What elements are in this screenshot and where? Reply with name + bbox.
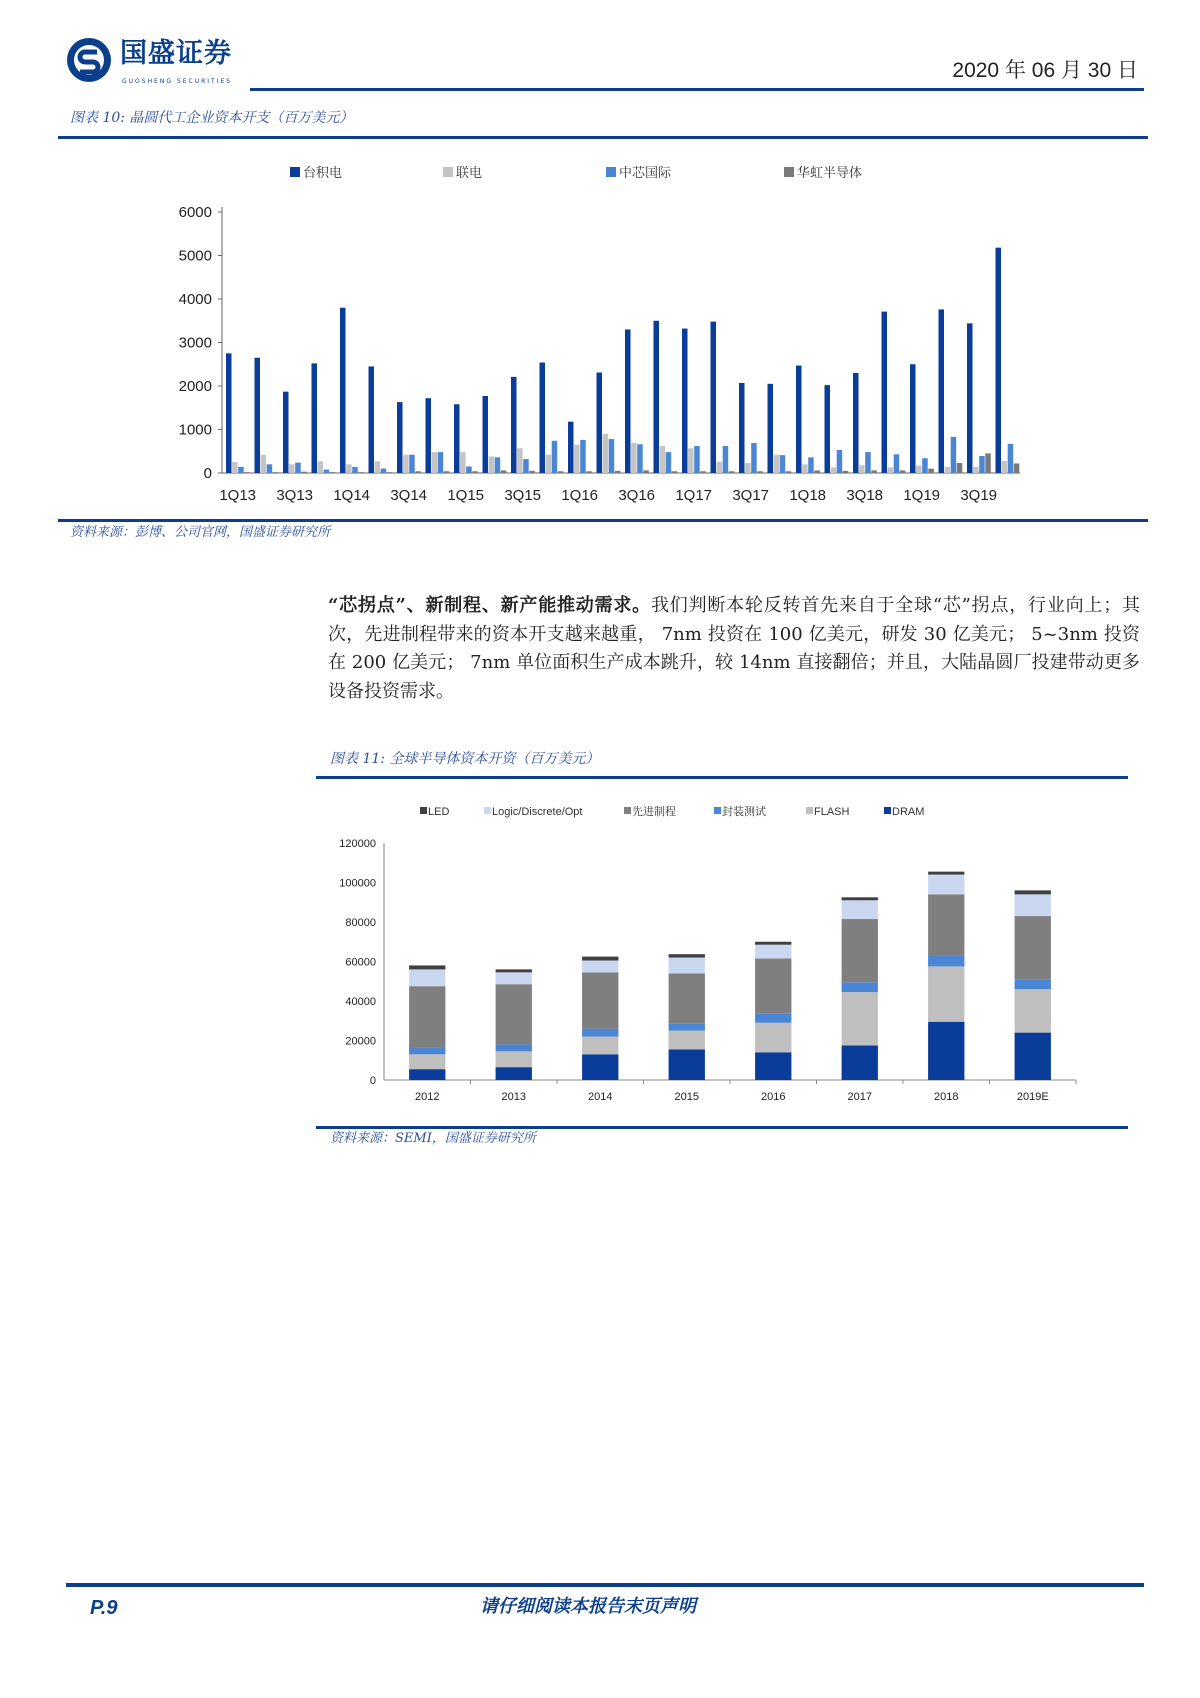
bar-4Q16-联电: [660, 446, 666, 473]
bar-segment-2016-封装测试: [755, 1014, 791, 1023]
bar-segment-2012-DRAM: [409, 1069, 445, 1080]
bar-segment-2019E-DRAM: [1015, 1033, 1051, 1080]
bar-1Q14-中芯国际: [352, 467, 358, 473]
bar-4Q19-华虹半导体: [1014, 463, 1020, 473]
bar-4Q17-联电: [774, 455, 780, 473]
bar-2Q16-联电: [603, 434, 609, 473]
bar-segment-2017-LED: [842, 897, 878, 900]
bar-3Q15-联电: [517, 448, 523, 473]
bar-2Q18-中芯国际: [837, 450, 843, 473]
legend-swatch-LED: [420, 807, 427, 814]
x-tick-label: 1Q15: [447, 487, 485, 504]
bar-1Q14-台积电: [340, 308, 346, 473]
disclaimer-note: 请仔细阅读本报告末页声明: [480, 1596, 696, 1617]
bar-2Q19-联电: [945, 467, 951, 473]
bar-segment-2019E-先进制程: [1015, 916, 1051, 979]
bar-4Q15-联电: [546, 455, 552, 473]
bar-1Q13-联电: [232, 462, 238, 473]
bar-4Q19-中芯国际: [1008, 444, 1014, 473]
bar-3Q19-联电: [973, 467, 979, 473]
bar-4Q17-华虹半导体: [786, 471, 792, 473]
bar-1Q18-中芯国际: [808, 457, 814, 473]
y-tick-label: 40000: [345, 996, 376, 1008]
x-tick-label: 2017: [847, 1091, 872, 1103]
legend-swatch-Logic/Discrete/Opt: [484, 807, 491, 814]
body-paragraph: [328, 592, 1140, 706]
bar-3Q18-华虹半导体: [871, 470, 877, 473]
bar-3Q19-华虹半导体: [985, 453, 991, 473]
bar-4Q15-华虹半导体: [558, 471, 564, 473]
logo-name: 国盛证券: [120, 38, 232, 69]
x-tick-label: 2019E: [1016, 1091, 1049, 1103]
page-number: P.9: [90, 1597, 118, 1619]
figure11-source: 资料来源：SEMI，国盛证券研究所: [330, 1131, 536, 1146]
bar-3Q14-华虹半导体: [415, 471, 421, 473]
bar-1Q15-台积电: [454, 404, 460, 473]
header-divider: [250, 88, 1144, 91]
bar-segment-2017-封装测试: [842, 982, 878, 992]
legend-swatch-DRAM: [884, 807, 891, 814]
bar-3Q17-华虹半导体: [757, 471, 763, 473]
bar-3Q14-中芯国际: [409, 455, 415, 473]
bar-segment-2012-先进制程: [409, 986, 445, 1047]
foundry-capex-chart: [58, 145, 1148, 515]
x-tick-label: 2013: [501, 1091, 526, 1103]
figure11-bottom-divider: [316, 1126, 1128, 1129]
x-tick-label: 2018: [934, 1091, 959, 1103]
bar-1Q15-华虹半导体: [472, 471, 478, 473]
bar-segment-2015-FLASH: [669, 1031, 705, 1050]
bar-4Q14-台积电: [426, 398, 432, 473]
bar-segment-2012-FLASH: [409, 1054, 445, 1069]
bar-segment-2018-LED: [928, 872, 964, 875]
legend-swatch-先进制程: [624, 807, 631, 814]
bar-1Q13-中芯国际: [238, 467, 244, 473]
bar-2Q13-中芯国际: [267, 464, 273, 473]
legend-swatch-华虹半导体: [784, 167, 794, 177]
figure11-top-divider: [316, 776, 1128, 779]
bar-3Q13-华虹半导体: [301, 472, 307, 473]
bar-2Q18-台积电: [825, 385, 831, 473]
legend-label: 中芯国际: [619, 165, 672, 180]
bar-1Q15-联电: [460, 452, 466, 473]
bar-3Q15-台积电: [511, 377, 517, 473]
bar-segment-2018-DRAM: [928, 1022, 964, 1080]
paragraph-body: 我们判断本轮反转首先来自于全球“芯”拐点，行业向上；其次，先进制程带来的资本开支越来越重， 7nm 投资在 100 亿美元，研发 30 亿美元； 5~3nm 投资在 200 亿美元； 7nm 单位面积生产成本跳升，较 14nm 直接翻倍；并且，大陆晶圆厂投建带动更多设备投资需求。: [328, 595, 1140, 702]
bar-2Q17-华虹半导体: [729, 471, 735, 473]
bar-3Q17-台积电: [739, 383, 745, 473]
bar-segment-2014-Logic/Discrete/Opt: [582, 961, 618, 973]
x-tick-label: 1Q14: [333, 487, 371, 504]
x-tick-label: 3Q13: [276, 487, 314, 504]
y-tick-label: 0: [203, 465, 212, 482]
bar-segment-2016-LED: [755, 942, 791, 945]
footer-divider: [66, 1583, 1144, 1587]
figure10-source: 资料来源：彭博、公司官网，国盛证券研究所: [70, 525, 331, 540]
x-tick-label: 3Q15: [504, 487, 542, 504]
bar-segment-2013-封装测试: [496, 1044, 532, 1051]
bar-segment-2019E-Logic/Discrete/Opt: [1015, 894, 1051, 916]
bar-1Q14-华虹半导体: [358, 472, 364, 473]
bar-segment-2017-DRAM: [842, 1045, 878, 1080]
y-tick-label: 1000: [178, 421, 212, 439]
bar-segment-2015-Logic/Discrete/Opt: [669, 958, 705, 974]
bar-segment-2014-LED: [582, 957, 618, 961]
bar-3Q13-中芯国际: [295, 463, 301, 473]
bar-segment-2015-先进制程: [669, 973, 705, 1023]
bar-4Q14-华虹半导体: [444, 471, 450, 473]
legend-swatch-中芯国际: [606, 167, 616, 177]
bar-3Q19-台积电: [967, 323, 973, 473]
bar-segment-2016-DRAM: [755, 1052, 791, 1080]
bar-2Q16-华虹半导体: [615, 471, 621, 473]
bar-3Q19-中芯国际: [979, 456, 985, 473]
figure10-caption: 图表 10: 晶圆代工企业资本开支（百万美元）: [70, 110, 354, 126]
bar-segment-2015-LED: [669, 954, 705, 957]
bar-segment-2014-FLASH: [582, 1037, 618, 1055]
bar-2Q14-华虹半导体: [387, 472, 393, 473]
bar-2Q14-联电: [375, 461, 381, 473]
bar-segment-2017-FLASH: [842, 992, 878, 1045]
y-tick-label: 0: [369, 1075, 376, 1087]
bar-3Q15-中芯国际: [523, 459, 529, 473]
bar-segment-2016-先进制程: [755, 959, 791, 1014]
x-tick-label: 2012: [415, 1091, 440, 1103]
legend-label: Logic/Discrete/Opt: [492, 806, 583, 818]
bar-segment-2017-先进制程: [842, 919, 878, 982]
bar-1Q18-华虹半导体: [814, 470, 820, 473]
report-date: 2020 年 06 月 30 日: [952, 59, 1138, 82]
bar-4Q14-中芯国际: [438, 452, 444, 473]
y-tick-label: 20000: [345, 1035, 376, 1048]
x-tick-label: 1Q16: [561, 487, 599, 504]
bar-segment-2012-LED: [409, 965, 445, 969]
bar-4Q17-台积电: [768, 384, 774, 473]
bar-2Q16-中芯国际: [609, 439, 615, 473]
bar-1Q16-中芯国际: [580, 440, 586, 473]
bar-segment-2012-Logic/Discrete/Opt: [409, 969, 445, 986]
y-tick-label: 6000: [178, 204, 212, 221]
guosheng-logo-icon: [66, 37, 112, 83]
bar-2Q19-中芯国际: [951, 437, 957, 473]
bar-3Q18-联电: [859, 465, 865, 473]
bar-1Q19-中芯国际: [922, 458, 928, 473]
legend-swatch-联电: [443, 167, 453, 177]
bar-4Q15-台积电: [540, 363, 546, 473]
bar-4Q16-华虹半导体: [672, 471, 678, 473]
bar-1Q17-中芯国际: [694, 446, 700, 473]
bar-2Q13-台积电: [255, 358, 261, 473]
bar-3Q16-华虹半导体: [643, 470, 649, 473]
bar-4Q13-台积电: [312, 363, 318, 473]
legend-label: 封装测试: [722, 806, 766, 818]
bar-4Q16-中芯国际: [666, 452, 672, 473]
bar-1Q17-联电: [688, 448, 694, 473]
bar-4Q13-中芯国际: [324, 470, 330, 473]
bar-3Q14-台积电: [397, 402, 403, 473]
bar-4Q19-联电: [1002, 461, 1008, 473]
bar-segment-2018-先进制程: [928, 894, 964, 955]
bar-4Q17-中芯国际: [780, 455, 786, 473]
figure10-bottom-divider: [58, 519, 1148, 522]
bar-segment-2019E-封装测试: [1015, 979, 1051, 989]
legend-swatch-台积电: [290, 167, 300, 177]
bar-4Q18-中芯国际: [894, 454, 900, 473]
bar-1Q13-台积电: [226, 353, 232, 473]
logo-subtitle: GUOSHENG SECURITIES: [122, 78, 233, 85]
x-tick-label: 3Q19: [960, 487, 998, 504]
bar-1Q15-中芯国际: [466, 466, 472, 473]
bar-2Q18-华虹半导体: [843, 471, 849, 473]
x-tick-label: 3Q17: [732, 487, 770, 504]
bar-4Q18-华虹半导体: [900, 470, 906, 473]
bar-segment-2019E-LED: [1015, 890, 1051, 894]
x-tick-label: 2014: [588, 1091, 613, 1103]
bar-3Q16-联电: [631, 443, 637, 473]
y-tick-label: 5000: [178, 247, 212, 265]
y-tick-label: 80000: [345, 917, 376, 929]
bar-4Q16-台积电: [654, 321, 660, 473]
bar-segment-2013-LED: [496, 969, 532, 972]
bar-2Q18-联电: [831, 467, 837, 473]
bar-segment-2018-封装测试: [928, 956, 964, 967]
bar-1Q14-联电: [346, 464, 352, 473]
figure10-top-divider: [58, 136, 1148, 139]
bar-1Q16-台积电: [568, 422, 574, 473]
bar-3Q16-台积电: [625, 329, 631, 473]
bar-4Q18-联电: [888, 467, 894, 473]
bar-1Q13-华虹半导体: [244, 472, 250, 473]
bar-3Q14-联电: [403, 455, 409, 473]
bar-3Q16-中芯国际: [637, 444, 643, 473]
x-tick-label: 1Q13: [219, 487, 257, 504]
x-tick-label: 1Q19: [903, 487, 941, 504]
bar-segment-2013-DRAM: [496, 1067, 532, 1080]
bar-4Q13-华虹半导体: [330, 472, 336, 473]
bar-segment-2015-封装测试: [669, 1024, 705, 1031]
bar-segment-2013-Logic/Discrete/Opt: [496, 972, 532, 984]
y-tick-label: 120000: [339, 838, 376, 850]
bar-2Q16-台积电: [597, 373, 603, 473]
legend-label: FLASH: [814, 806, 850, 818]
figure11-caption: 图表 11: 全球半导体资本开资（百万美元）: [330, 751, 600, 767]
bar-segment-2014-先进制程: [582, 972, 618, 1028]
legend-label: 华虹半导体: [797, 165, 863, 180]
bar-3Q13-联电: [289, 464, 295, 473]
bar-2Q17-台积电: [711, 322, 717, 473]
bar-segment-2017-Logic/Discrete/Opt: [842, 900, 878, 919]
bar-2Q15-联电: [489, 456, 495, 473]
bar-segment-2014-DRAM: [582, 1054, 618, 1080]
bar-2Q17-联电: [717, 462, 723, 473]
bar-segment-2012-封装测试: [409, 1047, 445, 1054]
bar-segment-2016-FLASH: [755, 1023, 791, 1053]
x-tick-label: 1Q18: [789, 487, 827, 504]
x-tick-label: 2015: [674, 1091, 699, 1103]
bar-2Q14-中芯国际: [381, 469, 387, 473]
y-tick-label: 100000: [339, 877, 376, 890]
bar-4Q14-联电: [432, 452, 438, 473]
legend-label: DRAM: [892, 806, 925, 818]
bar-2Q15-台积电: [483, 396, 489, 473]
x-tick-label: 2016: [761, 1091, 786, 1103]
legend-label: 台积电: [303, 165, 343, 180]
paragraph-lead: “芯拐点”、新制程、新产能推动需求。: [328, 595, 651, 616]
bar-4Q19-台积电: [996, 248, 1002, 473]
bar-1Q16-联电: [574, 445, 580, 473]
bar-1Q19-联电: [916, 466, 922, 473]
bar-3Q18-台积电: [853, 373, 859, 473]
bar-1Q19-华虹半导体: [928, 469, 934, 473]
bar-2Q15-中芯国际: [495, 457, 501, 473]
bar-1Q18-联电: [802, 464, 808, 473]
y-tick-label: 2000: [178, 378, 212, 395]
bar-2Q19-华虹半导体: [957, 463, 963, 473]
x-tick-label: 3Q14: [390, 487, 428, 504]
bar-3Q17-联电: [745, 463, 751, 473]
bar-2Q15-华虹半导体: [501, 470, 507, 473]
bar-3Q15-华虹半导体: [529, 471, 535, 473]
bar-1Q19-台积电: [910, 364, 916, 473]
bar-3Q17-中芯国际: [751, 443, 757, 473]
bar-segment-2016-Logic/Discrete/Opt: [755, 945, 791, 959]
y-tick-label: 3000: [178, 334, 212, 352]
bar-2Q17-中芯国际: [723, 446, 729, 473]
bar-3Q13-台积电: [283, 392, 289, 473]
bar-segment-2018-FLASH: [928, 966, 964, 1021]
bar-segment-2019E-FLASH: [1015, 989, 1051, 1032]
y-tick-label: 4000: [178, 291, 212, 308]
bar-3Q18-中芯国际: [865, 452, 871, 473]
bar-4Q15-中芯国际: [552, 441, 558, 473]
legend-swatch-FLASH: [806, 807, 813, 814]
bar-2Q13-联电: [261, 455, 267, 473]
bar-segment-2013-FLASH: [496, 1051, 532, 1067]
bar-segment-2013-先进制程: [496, 984, 532, 1044]
bar-4Q13-联电: [318, 461, 324, 473]
x-tick-label: 3Q16: [618, 487, 656, 504]
bar-2Q14-台积电: [369, 366, 375, 473]
bar-2Q19-台积电: [939, 309, 945, 473]
bar-1Q17-华虹半导体: [700, 471, 706, 473]
x-tick-label: 1Q17: [675, 487, 713, 504]
y-tick-label: 60000: [345, 956, 376, 969]
bar-segment-2014-封装测试: [582, 1029, 618, 1037]
global-semi-capex-chart: [316, 785, 1128, 1120]
bar-segment-2018-Logic/Discrete/Opt: [928, 875, 964, 895]
bar-1Q16-华虹半导体: [586, 471, 592, 473]
legend-label: LED: [428, 806, 450, 818]
legend-label: 联电: [456, 165, 483, 180]
bar-1Q18-台积电: [796, 366, 802, 473]
bar-segment-2015-DRAM: [669, 1049, 705, 1080]
legend-label: 先进制程: [632, 806, 676, 818]
x-tick-label: 3Q18: [846, 487, 884, 504]
bar-1Q17-台积电: [682, 329, 688, 473]
legend-swatch-封装测试: [714, 807, 721, 814]
bar-4Q18-台积电: [882, 312, 888, 473]
bar-2Q13-华虹半导体: [273, 472, 279, 473]
